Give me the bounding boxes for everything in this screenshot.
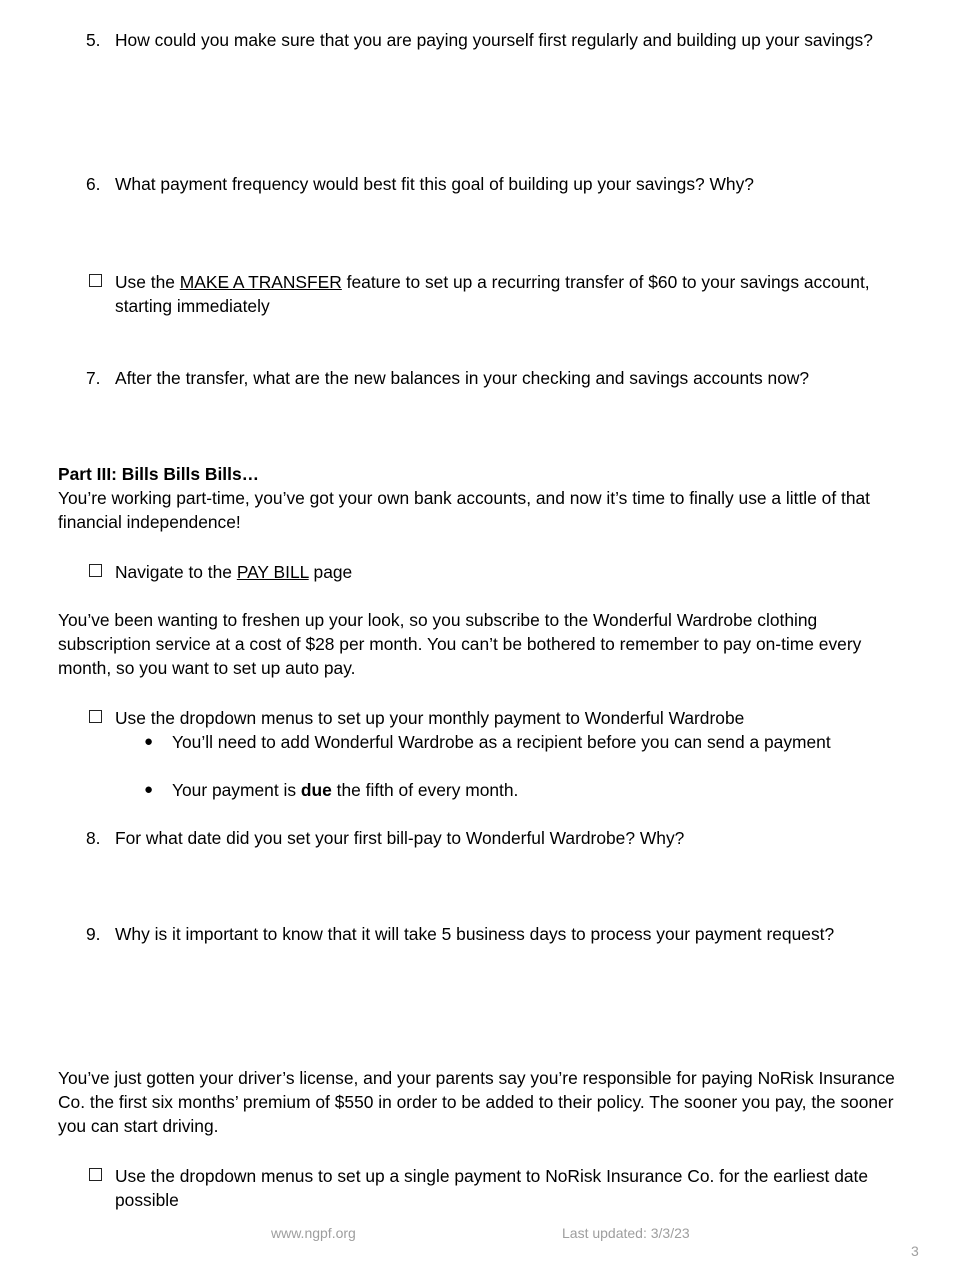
insurance-paragraph: You’ve just gotten your driver’s license, and your parents say you’re responsible for paying NoRisk Insurance Co. the first six months’ premium of $550 in order to be added to their policy. The sooner you pay, the sooner you can start driving. xyxy=(58,1068,895,1136)
wardrobe-paragraph: You’ve been wanting to freshen up your look, so you subscribe to the Wonderful Wardrobe clothing subscription service at a cost of $28 per month. You can’t be bothered to remember to pay on-time every month, so you want to set up auto pay. xyxy=(58,610,862,678)
question-6-number: 6. xyxy=(86,174,101,194)
bullet-recipient: You’ll need to add Wonderful Wardrobe as a recipient before you can send a payment xyxy=(172,732,831,752)
task-transfer-text: Use the MAKE A TRANSFER feature to set up a recurring transfer of $60 to your savings account, starting immediately xyxy=(115,272,870,316)
question-9-text: Why is it important to know that it will take 5 business days to process your payment request? xyxy=(115,924,835,944)
make-a-transfer-link[interactable]: MAKE A TRANSFER xyxy=(179,272,342,292)
task-dropdown-monthly-text: Use the dropdown menus to set up your monthly payment to Wonderful Wardrobe xyxy=(115,708,745,728)
part-3-intro: You’re working part-time, you’ve got your own bank accounts, and now it’s time to finally use a little of that financial independence! xyxy=(58,488,870,532)
question-6-text: What payment frequency would best fit this goal of building up your savings? Why? xyxy=(115,174,754,194)
question-7-number: 7. xyxy=(86,368,101,388)
pay-bill-link[interactable]: PAY BILL xyxy=(236,562,309,582)
task-dropdown-monthly-checkbox[interactable] xyxy=(89,710,102,723)
footer-site: www.ngpf.org xyxy=(271,1225,356,1241)
bullet-due: Your payment is due the fifth of every month. xyxy=(172,780,519,800)
bullet-icon: ● xyxy=(144,781,154,798)
task-transfer-checkbox[interactable] xyxy=(89,274,102,287)
footer-updated: Last updated: 3/3/23 xyxy=(562,1225,690,1241)
part-3-heading: Part III: Bills Bills Bills… xyxy=(58,464,260,484)
task-paybill-checkbox[interactable] xyxy=(89,564,102,577)
question-5-text: How could you make sure that you are paying yourself first regularly and building up your savings? xyxy=(115,30,873,50)
task-dropdown-single-checkbox[interactable] xyxy=(89,1168,102,1181)
question-8-number: 8. xyxy=(86,828,101,848)
question-5-number: 5. xyxy=(86,30,101,50)
page-number: 3 xyxy=(911,1243,919,1259)
question-8-text: For what date did you set your first bill-pay to Wonderful Wardrobe? Why? xyxy=(115,828,685,848)
task-dropdown-single-text: Use the dropdown menus to set up a single payment to NoRisk Insurance Co. for the earliest date possible xyxy=(115,1166,869,1210)
question-9-number: 9. xyxy=(86,924,101,944)
task-paybill-text: Navigate to the PAY BILL page xyxy=(115,562,353,582)
question-7-text: After the transfer, what are the new balances in your checking and savings accounts now? xyxy=(115,368,810,388)
bullet-icon: ● xyxy=(144,733,154,750)
